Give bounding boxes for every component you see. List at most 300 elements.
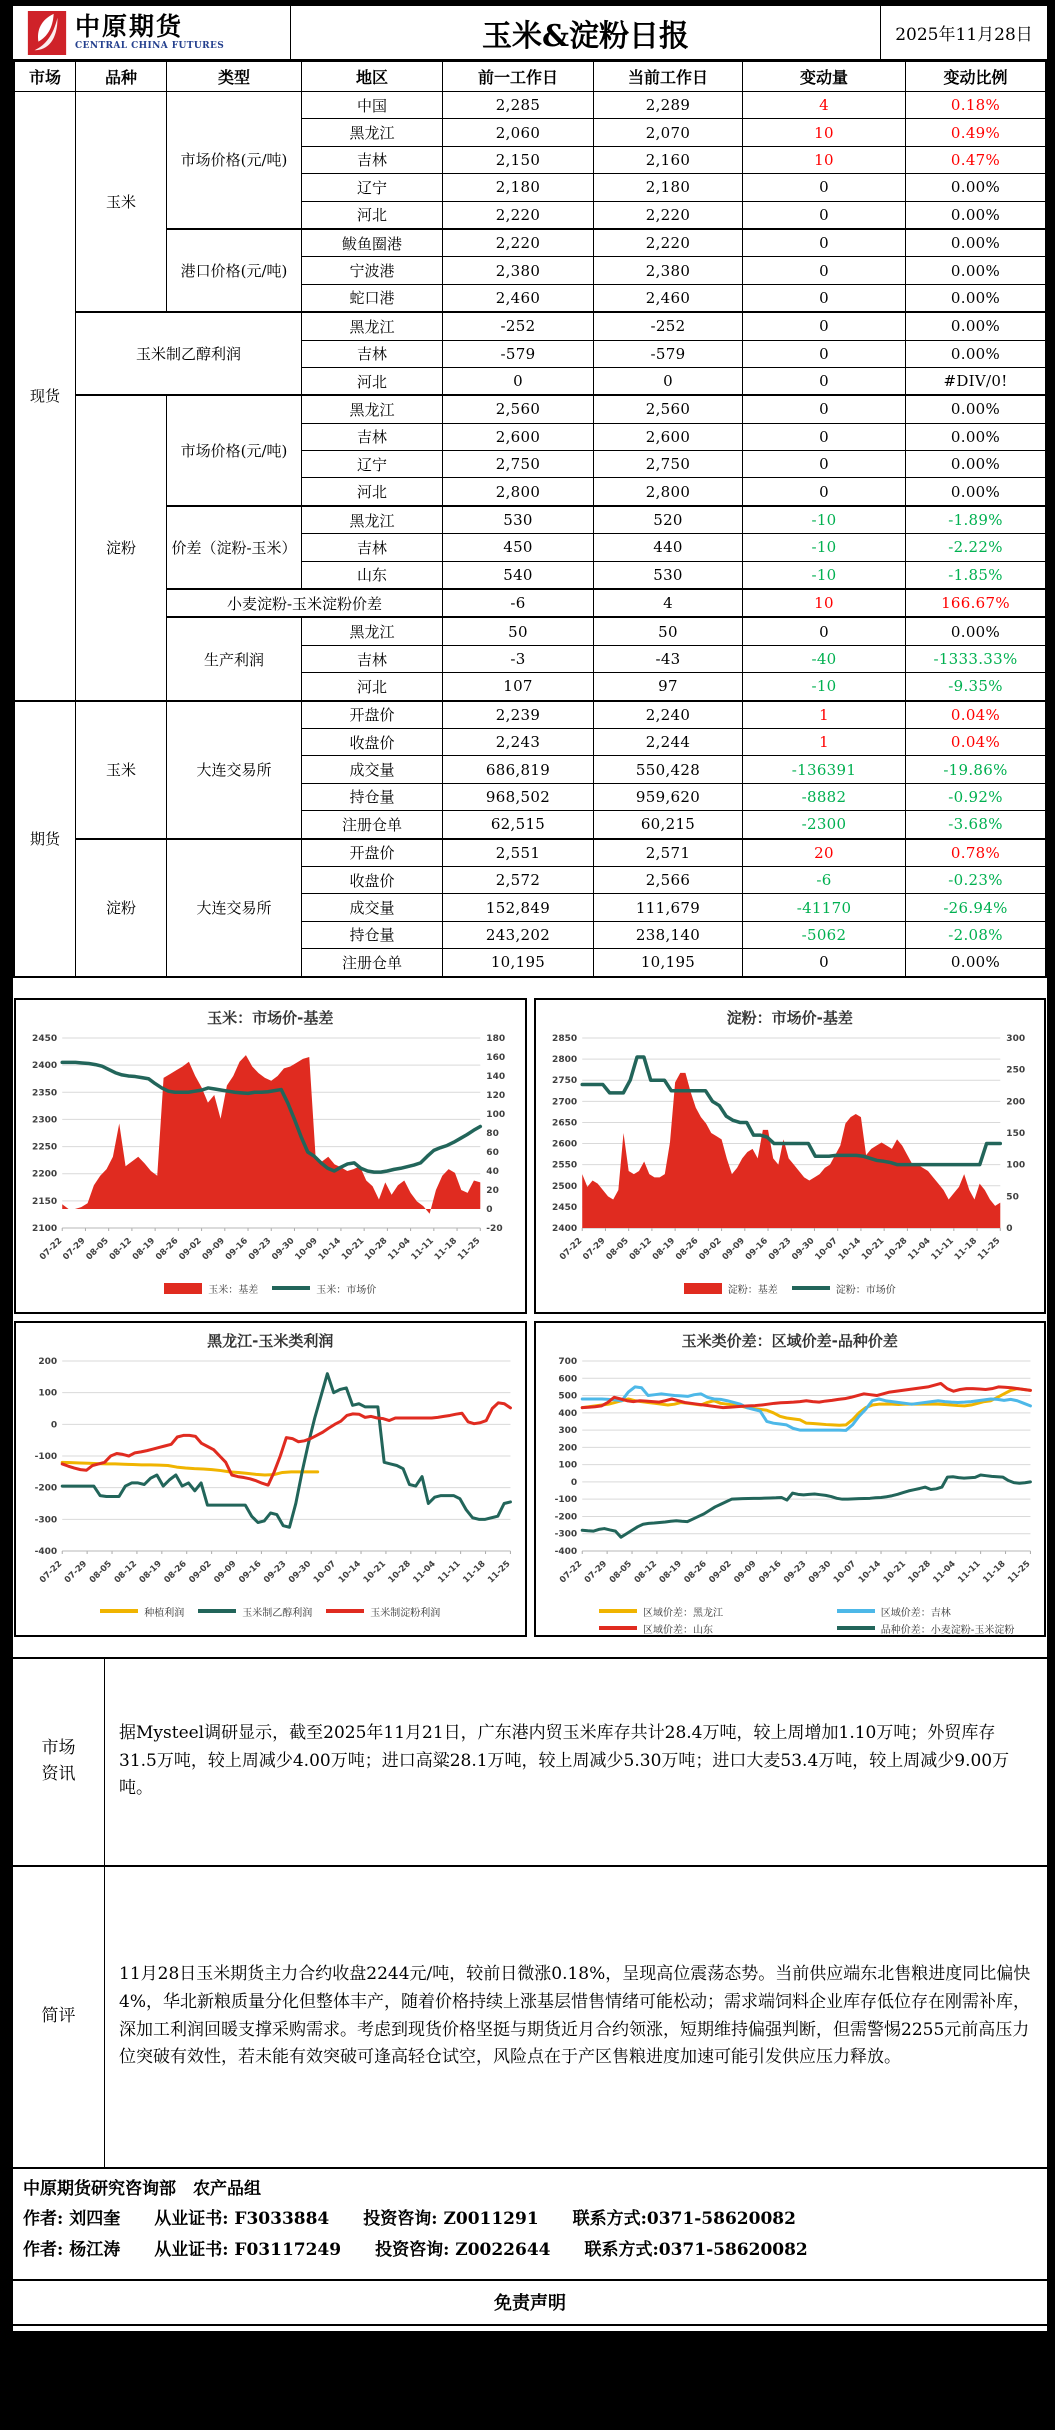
svg-text:2400: 2400 [32, 1061, 57, 1071]
change-cell: -40 [743, 645, 906, 672]
svg-text:11-11: 11-11 [929, 1236, 955, 1262]
svg-text:08-12: 08-12 [632, 1559, 658, 1585]
prev-cell: 152,849 [443, 894, 594, 921]
region-cell: 宁波港 [302, 257, 443, 284]
legend-label: 种植利润 [144, 1604, 184, 1619]
svg-text:10-28: 10-28 [363, 1236, 389, 1262]
group-cell: 小麦淀粉-玉米淀粉价差 [167, 589, 443, 617]
svg-text:09-02: 09-02 [177, 1236, 203, 1262]
change-cell: 20 [743, 839, 906, 867]
svg-text:10-28: 10-28 [387, 1559, 413, 1585]
legend-label: 品种价差：小麦淀粉-玉米淀粉 [881, 1621, 1015, 1636]
curr-cell: 2,240 [594, 701, 743, 729]
pct-cell: 0.00% [906, 478, 1047, 506]
market-info-text: 据Mysteel调研显示，截至2025年11月21日，广东港内贸玉米库存共计28.4万吨，较上周增加1.10万吨；外贸库存31.5万吨，较上周减少4.00万吨；进口高粱28.1万吨，较上周减少5.30万吨；进口大麦53.4万吨，较上周减少9.00万吨。 [105, 1659, 1047, 1865]
column-header: 变动量 [743, 61, 906, 92]
svg-text:07-29: 07-29 [582, 1559, 608, 1585]
column-header: 变动比例 [906, 61, 1047, 92]
charts-grid [13, 998, 1047, 1637]
chart-legend [536, 1280, 1045, 1296]
svg-text:09-30: 09-30 [270, 1236, 296, 1262]
svg-text:09-23: 09-23 [247, 1236, 273, 1262]
legend-label: 淀粉：基差 [728, 1281, 778, 1296]
market-info-label-text: 市场资讯 [40, 1736, 77, 1787]
svg-text:08-26: 08-26 [674, 1236, 700, 1262]
group-cell: 淀粉 [76, 839, 167, 977]
prev-cell: 2,243 [443, 728, 594, 755]
region-cell: 吉林 [302, 423, 443, 450]
group-cell: 大连交易所 [167, 701, 302, 839]
chart-legend [16, 1603, 525, 1619]
curr-cell: 550,428 [594, 756, 743, 783]
change-cell: 0 [743, 617, 906, 645]
region-cell: 持仓量 [302, 783, 443, 810]
column-header: 当前工作日 [594, 61, 743, 92]
pct-cell: 0.04% [906, 701, 1047, 729]
logo-mark-icon [27, 11, 67, 55]
prev-cell: 2,800 [443, 478, 594, 506]
region-cell: 河北 [302, 673, 443, 701]
column-header: 前一工作日 [443, 61, 594, 92]
svg-text:10-07: 10-07 [312, 1559, 338, 1585]
svg-text:120: 120 [486, 1091, 505, 1101]
pct-cell: 0.47% [906, 146, 1047, 173]
svg-text:08-26: 08-26 [154, 1236, 180, 1262]
legend-label: 玉米制乙醇利润 [242, 1604, 312, 1619]
svg-text:10-21: 10-21 [859, 1236, 885, 1262]
comment-label-text: 简评 [40, 2004, 77, 2030]
group-cell: 期货 [14, 701, 76, 977]
group-cell: 淀粉 [76, 395, 167, 700]
prev-cell: 968,502 [443, 783, 594, 810]
comment-section [13, 1865, 1047, 2167]
svg-text:11-25: 11-25 [486, 1559, 512, 1585]
chart-title: 黑龙江-玉米类利润 [16, 1323, 525, 1353]
region-cell: 鲅鱼圈港 [302, 229, 443, 257]
pct-cell: -2.08% [906, 921, 1047, 948]
prev-cell: 243,202 [443, 921, 594, 948]
pct-cell: 0.18% [906, 92, 1047, 119]
change-cell: 0 [743, 229, 906, 257]
change-cell: -10 [743, 673, 906, 701]
table-row [14, 589, 1046, 617]
curr-cell: 520 [594, 506, 743, 534]
svg-text:09-09: 09-09 [212, 1559, 238, 1585]
change-cell: 0 [743, 423, 906, 450]
svg-text:150: 150 [1006, 1129, 1025, 1139]
svg-text:10-09: 10-09 [293, 1236, 319, 1262]
legend-swatch-icon [326, 1609, 364, 1613]
prev-cell: 2,600 [443, 423, 594, 450]
svg-text:09-16: 09-16 [224, 1236, 250, 1262]
region-cell: 注册仓单 [302, 949, 443, 977]
group-cell: 大连交易所 [167, 839, 302, 977]
svg-text:08-05: 08-05 [604, 1236, 630, 1262]
svg-text:10-07: 10-07 [813, 1236, 839, 1262]
chart-title: 玉米类价差：区域价差-品种价差 [536, 1323, 1045, 1353]
svg-text:2400: 2400 [552, 1224, 577, 1234]
curr-cell: 2,160 [594, 146, 743, 173]
curr-cell: 50 [594, 617, 743, 645]
table-row [14, 229, 1046, 257]
svg-text:10-14: 10-14 [337, 1559, 363, 1585]
svg-text:0: 0 [1006, 1224, 1012, 1234]
svg-text:-100: -100 [554, 1495, 577, 1505]
legend-swatch-icon [100, 1609, 138, 1613]
change-cell: 0 [743, 367, 906, 395]
svg-text:08-19: 08-19 [657, 1559, 683, 1585]
svg-text:-100: -100 [35, 1452, 58, 1462]
legend-swatch-icon [599, 1626, 637, 1630]
chart-plot [536, 1030, 1045, 1280]
svg-text:09-09: 09-09 [201, 1236, 227, 1262]
region-cell: 收盘价 [302, 866, 443, 893]
change-cell: -6 [743, 866, 906, 893]
legend-swatch-icon [684, 1283, 722, 1294]
svg-text:11-18: 11-18 [952, 1236, 978, 1262]
region-cell: 注册仓单 [302, 811, 443, 839]
pct-cell: -19.86% [906, 756, 1047, 783]
change-cell: -10 [743, 561, 906, 589]
pct-cell: 0.00% [906, 617, 1047, 645]
group-cell: 玉米 [76, 92, 167, 313]
legend-swatch-icon [837, 1609, 875, 1613]
pct-cell: -1.85% [906, 561, 1047, 589]
pct-cell: 0.00% [906, 201, 1047, 229]
legend-label: 淀粉：市场价 [836, 1281, 896, 1296]
svg-text:-300: -300 [35, 1515, 58, 1525]
svg-text:100: 100 [38, 1388, 57, 1398]
svg-text:100: 100 [558, 1460, 577, 1470]
svg-text:09-23: 09-23 [262, 1559, 288, 1585]
region-cell: 辽宁 [302, 174, 443, 201]
region-cell: 吉林 [302, 645, 443, 672]
svg-text:08-12: 08-12 [113, 1559, 139, 1585]
chart-legend [536, 1603, 1045, 1636]
svg-text:2500: 2500 [552, 1181, 577, 1191]
chart-panel [14, 998, 527, 1314]
svg-text:07-22: 07-22 [557, 1236, 583, 1262]
change-cell: 4 [743, 92, 906, 119]
report-header [13, 6, 1047, 60]
svg-text:09-30: 09-30 [806, 1559, 832, 1585]
curr-cell: 2,560 [594, 395, 743, 423]
curr-cell: -43 [594, 645, 743, 672]
legend-label: 区域价差：山东 [643, 1621, 713, 1636]
prev-cell: 2,150 [443, 146, 594, 173]
pct-cell: 0.00% [906, 395, 1047, 423]
logo-text [75, 14, 224, 50]
pct-cell: 0.00% [906, 423, 1047, 450]
legend-label: 玉米：市场价 [316, 1281, 376, 1296]
svg-text:2550: 2550 [552, 1160, 577, 1170]
footer [13, 2167, 1047, 2279]
change-cell: -2300 [743, 811, 906, 839]
table-row [14, 395, 1046, 423]
svg-text:100: 100 [486, 1110, 505, 1120]
svg-text:20: 20 [486, 1186, 499, 1196]
legend-label: 玉米：基差 [208, 1281, 258, 1296]
curr-cell: 2,750 [594, 451, 743, 478]
prev-cell: 2,239 [443, 701, 594, 729]
region-cell: 河北 [302, 201, 443, 229]
pct-cell: -1333.33% [906, 645, 1047, 672]
svg-text:2850: 2850 [552, 1034, 577, 1044]
svg-text:-200: -200 [554, 1512, 577, 1522]
legend-item [559, 1621, 783, 1636]
logo-en: CENTRAL CHINA FUTURES [75, 41, 224, 51]
legend-item [684, 1281, 778, 1296]
comment-text: 11月28日玉米期货主力合约收盘2244元/吨，较前日微涨0.18%，呈现高位震荡态势。当前供应端东北售粮进度同比偏快4%，华北新粮质量分化但整体丰产，随着价格持续上涨基层惜售情绪可能松动；需求端饲料企业库存低位存在刚需补库，深加工利润回暖支撑采购需求。考虑到现货价格坚挺与期货近月合约领涨，短期维持偏强判断，但需警惕2255元前高压力位突破有效性，若未能有效突破可逢高轻仓试空，风险点在于产区售粮进度加速可能引发供应压力释放。 [105, 1867, 1047, 2167]
region-cell: 蛇口港 [302, 284, 443, 312]
pct-cell: 0.78% [906, 839, 1047, 867]
prev-cell: 450 [443, 534, 594, 561]
svg-text:600: 600 [558, 1374, 577, 1384]
svg-text:11-18: 11-18 [981, 1559, 1007, 1585]
prev-cell: 686,819 [443, 756, 594, 783]
prev-cell: 2,060 [443, 119, 594, 146]
prev-cell: 2,180 [443, 174, 594, 201]
change-cell: 0 [743, 201, 906, 229]
svg-text:2300: 2300 [32, 1115, 57, 1125]
chart-panel [534, 998, 1047, 1314]
change-cell: 0 [743, 174, 906, 201]
region-cell: 中国 [302, 92, 443, 119]
curr-cell: 238,140 [594, 921, 743, 948]
legend-swatch-icon [599, 1609, 637, 1613]
svg-text:2750: 2750 [552, 1076, 577, 1086]
prev-cell: -3 [443, 645, 594, 672]
author-line-1: 作者: 刘四奎 从业证书: F3033884 投资咨询: Z0011291 联系方式:0371-58620082 [23, 2204, 1037, 2235]
prev-cell: 2,551 [443, 839, 594, 867]
legend-item [100, 1604, 184, 1619]
market-info-label [13, 1659, 105, 1865]
svg-text:160: 160 [486, 1053, 505, 1063]
pct-cell: 0.00% [906, 284, 1047, 312]
legend-item [797, 1604, 1021, 1619]
svg-text:300: 300 [1006, 1034, 1025, 1044]
curr-cell: 2,180 [594, 174, 743, 201]
svg-text:09-02: 09-02 [707, 1559, 733, 1585]
group-cell: 港口价格(元/吨) [167, 229, 302, 312]
legend-label: 区域价差：吉林 [881, 1604, 951, 1619]
table-header-row [14, 61, 1046, 92]
svg-text:11-11: 11-11 [956, 1559, 982, 1585]
curr-cell: 2,571 [594, 839, 743, 867]
curr-cell: 2,070 [594, 119, 743, 146]
svg-text:0: 0 [570, 1477, 576, 1487]
svg-text:200: 200 [558, 1443, 577, 1453]
curr-cell: 60,215 [594, 811, 743, 839]
group-cell: 市场价格(元/吨) [167, 395, 302, 506]
table-row [14, 312, 1046, 340]
table-row [14, 839, 1046, 867]
prev-cell: 2,380 [443, 257, 594, 284]
curr-cell: 2,244 [594, 728, 743, 755]
table-row [14, 506, 1046, 534]
svg-text:10-07: 10-07 [831, 1559, 857, 1585]
svg-text:07-22: 07-22 [557, 1559, 583, 1585]
svg-text:2200: 2200 [32, 1169, 57, 1179]
pct-cell: -0.23% [906, 866, 1047, 893]
region-cell: 开盘价 [302, 701, 443, 729]
prev-cell: 10,195 [443, 949, 594, 977]
prev-cell: 0 [443, 367, 594, 395]
region-cell: 山东 [302, 561, 443, 589]
svg-text:-200: -200 [35, 1483, 58, 1493]
svg-text:11-11: 11-11 [410, 1236, 436, 1262]
svg-text:2600: 2600 [552, 1139, 577, 1149]
curr-cell: 2,220 [594, 201, 743, 229]
svg-text:2700: 2700 [552, 1097, 577, 1107]
table-row [14, 701, 1046, 729]
svg-text:400: 400 [558, 1408, 577, 1418]
region-cell: 黑龙江 [302, 312, 443, 340]
market-info-section [13, 1657, 1047, 1865]
svg-text:-400: -400 [35, 1547, 58, 1557]
change-cell: 0 [743, 312, 906, 340]
region-cell: 吉林 [302, 340, 443, 367]
svg-text:700: 700 [558, 1357, 577, 1367]
spacer [13, 978, 1047, 998]
logo-cn: 中原期货 [75, 14, 224, 40]
pct-cell: -3.68% [906, 811, 1047, 839]
chart-plot [16, 1353, 525, 1603]
pct-cell: #DIV/0! [906, 367, 1047, 395]
svg-text:11-04: 11-04 [411, 1559, 437, 1585]
legend-swatch-icon [837, 1626, 875, 1630]
change-cell: 0 [743, 451, 906, 478]
prev-cell: 50 [443, 617, 594, 645]
svg-text:200: 200 [1006, 1097, 1025, 1107]
change-cell: -136391 [743, 756, 906, 783]
region-cell: 黑龙江 [302, 119, 443, 146]
page-title: 玉米&淀粉日报 [291, 6, 881, 59]
legend-swatch-icon [272, 1286, 310, 1290]
table-row [14, 617, 1046, 645]
chart-panel [14, 1321, 527, 1637]
svg-text:11-04: 11-04 [386, 1236, 412, 1262]
svg-text:80: 80 [486, 1129, 499, 1139]
legend-item [797, 1621, 1021, 1636]
region-cell: 黑龙江 [302, 506, 443, 534]
svg-text:09-16: 09-16 [757, 1559, 783, 1585]
curr-cell: 530 [594, 561, 743, 589]
region-cell: 成交量 [302, 756, 443, 783]
change-cell: 10 [743, 119, 906, 146]
svg-text:2350: 2350 [32, 1088, 57, 1098]
legend-swatch-icon [164, 1283, 202, 1294]
legend-swatch-icon [792, 1286, 830, 1290]
svg-text:11-04: 11-04 [906, 1236, 932, 1262]
legend-item [198, 1604, 312, 1619]
curr-cell: 97 [594, 673, 743, 701]
curr-cell: 2,220 [594, 229, 743, 257]
svg-text:09-09: 09-09 [720, 1236, 746, 1262]
prev-cell: -579 [443, 340, 594, 367]
price-table [13, 60, 1047, 978]
department-line: 中原期货研究咨询部 农产品组 [23, 2174, 1037, 2205]
legend-item [272, 1281, 376, 1296]
curr-cell: 959,620 [594, 783, 743, 810]
region-cell: 成交量 [302, 894, 443, 921]
legend-item [164, 1281, 258, 1296]
change-cell: -5062 [743, 921, 906, 948]
table-row [14, 92, 1046, 119]
change-cell: 0 [743, 395, 906, 423]
pct-cell: 0.00% [906, 312, 1047, 340]
svg-text:09-30: 09-30 [287, 1559, 313, 1585]
prev-cell: 62,515 [443, 811, 594, 839]
chart-plot [16, 1030, 525, 1280]
svg-text:100: 100 [1006, 1160, 1025, 1170]
svg-text:40: 40 [486, 1167, 499, 1177]
svg-text:07-29: 07-29 [581, 1236, 607, 1262]
svg-text:50: 50 [1006, 1192, 1019, 1202]
pct-cell: 166.67% [906, 589, 1047, 617]
svg-text:10-21: 10-21 [362, 1559, 388, 1585]
prev-cell: -6 [443, 589, 594, 617]
curr-cell: 0 [594, 367, 743, 395]
svg-text:11-25: 11-25 [1006, 1559, 1032, 1585]
change-cell: -10 [743, 534, 906, 561]
change-cell: 0 [743, 257, 906, 284]
spacer [13, 1637, 1047, 1657]
curr-cell: 2,289 [594, 92, 743, 119]
curr-cell: 2,380 [594, 257, 743, 284]
legend-label: 区域价差：黑龙江 [643, 1604, 723, 1619]
svg-text:07-29: 07-29 [61, 1236, 87, 1262]
svg-text:09-23: 09-23 [782, 1559, 808, 1585]
svg-text:2150: 2150 [32, 1196, 57, 1206]
svg-text:2450: 2450 [32, 1034, 57, 1044]
svg-text:08-05: 08-05 [88, 1559, 114, 1585]
svg-text:08-19: 08-19 [138, 1559, 164, 1585]
svg-text:08-05: 08-05 [84, 1236, 110, 1262]
svg-text:10-14: 10-14 [836, 1236, 862, 1262]
pct-cell: -1.89% [906, 506, 1047, 534]
group-cell: 价差（淀粉-玉米） [167, 506, 302, 589]
svg-text:09-30: 09-30 [790, 1236, 816, 1262]
group-cell: 市场价格(元/吨) [167, 92, 302, 229]
company-logo [13, 6, 291, 59]
svg-text:11-04: 11-04 [931, 1559, 957, 1585]
pct-cell: -9.35% [906, 673, 1047, 701]
svg-text:08-26: 08-26 [682, 1559, 708, 1585]
pct-cell: 0.00% [906, 340, 1047, 367]
change-cell: -8882 [743, 783, 906, 810]
svg-text:10-21: 10-21 [881, 1559, 907, 1585]
svg-text:09-02: 09-02 [187, 1559, 213, 1585]
svg-text:2100: 2100 [32, 1224, 57, 1234]
legend-item [559, 1604, 783, 1619]
region-cell: 河北 [302, 367, 443, 395]
svg-text:-300: -300 [554, 1529, 577, 1539]
group-cell: 现货 [14, 92, 76, 701]
svg-text:60: 60 [486, 1148, 499, 1158]
group-cell: 玉米制乙醇利润 [76, 312, 302, 395]
pct-cell: -0.92% [906, 783, 1047, 810]
svg-text:08-05: 08-05 [607, 1559, 633, 1585]
column-header: 类型 [167, 61, 302, 92]
svg-text:10-28: 10-28 [883, 1236, 909, 1262]
change-cell: 0 [743, 949, 906, 977]
region-cell: 黑龙江 [302, 395, 443, 423]
svg-text:10-28: 10-28 [906, 1559, 932, 1585]
prev-cell: 540 [443, 561, 594, 589]
prev-cell: 2,460 [443, 284, 594, 312]
prev-cell: 2,560 [443, 395, 594, 423]
